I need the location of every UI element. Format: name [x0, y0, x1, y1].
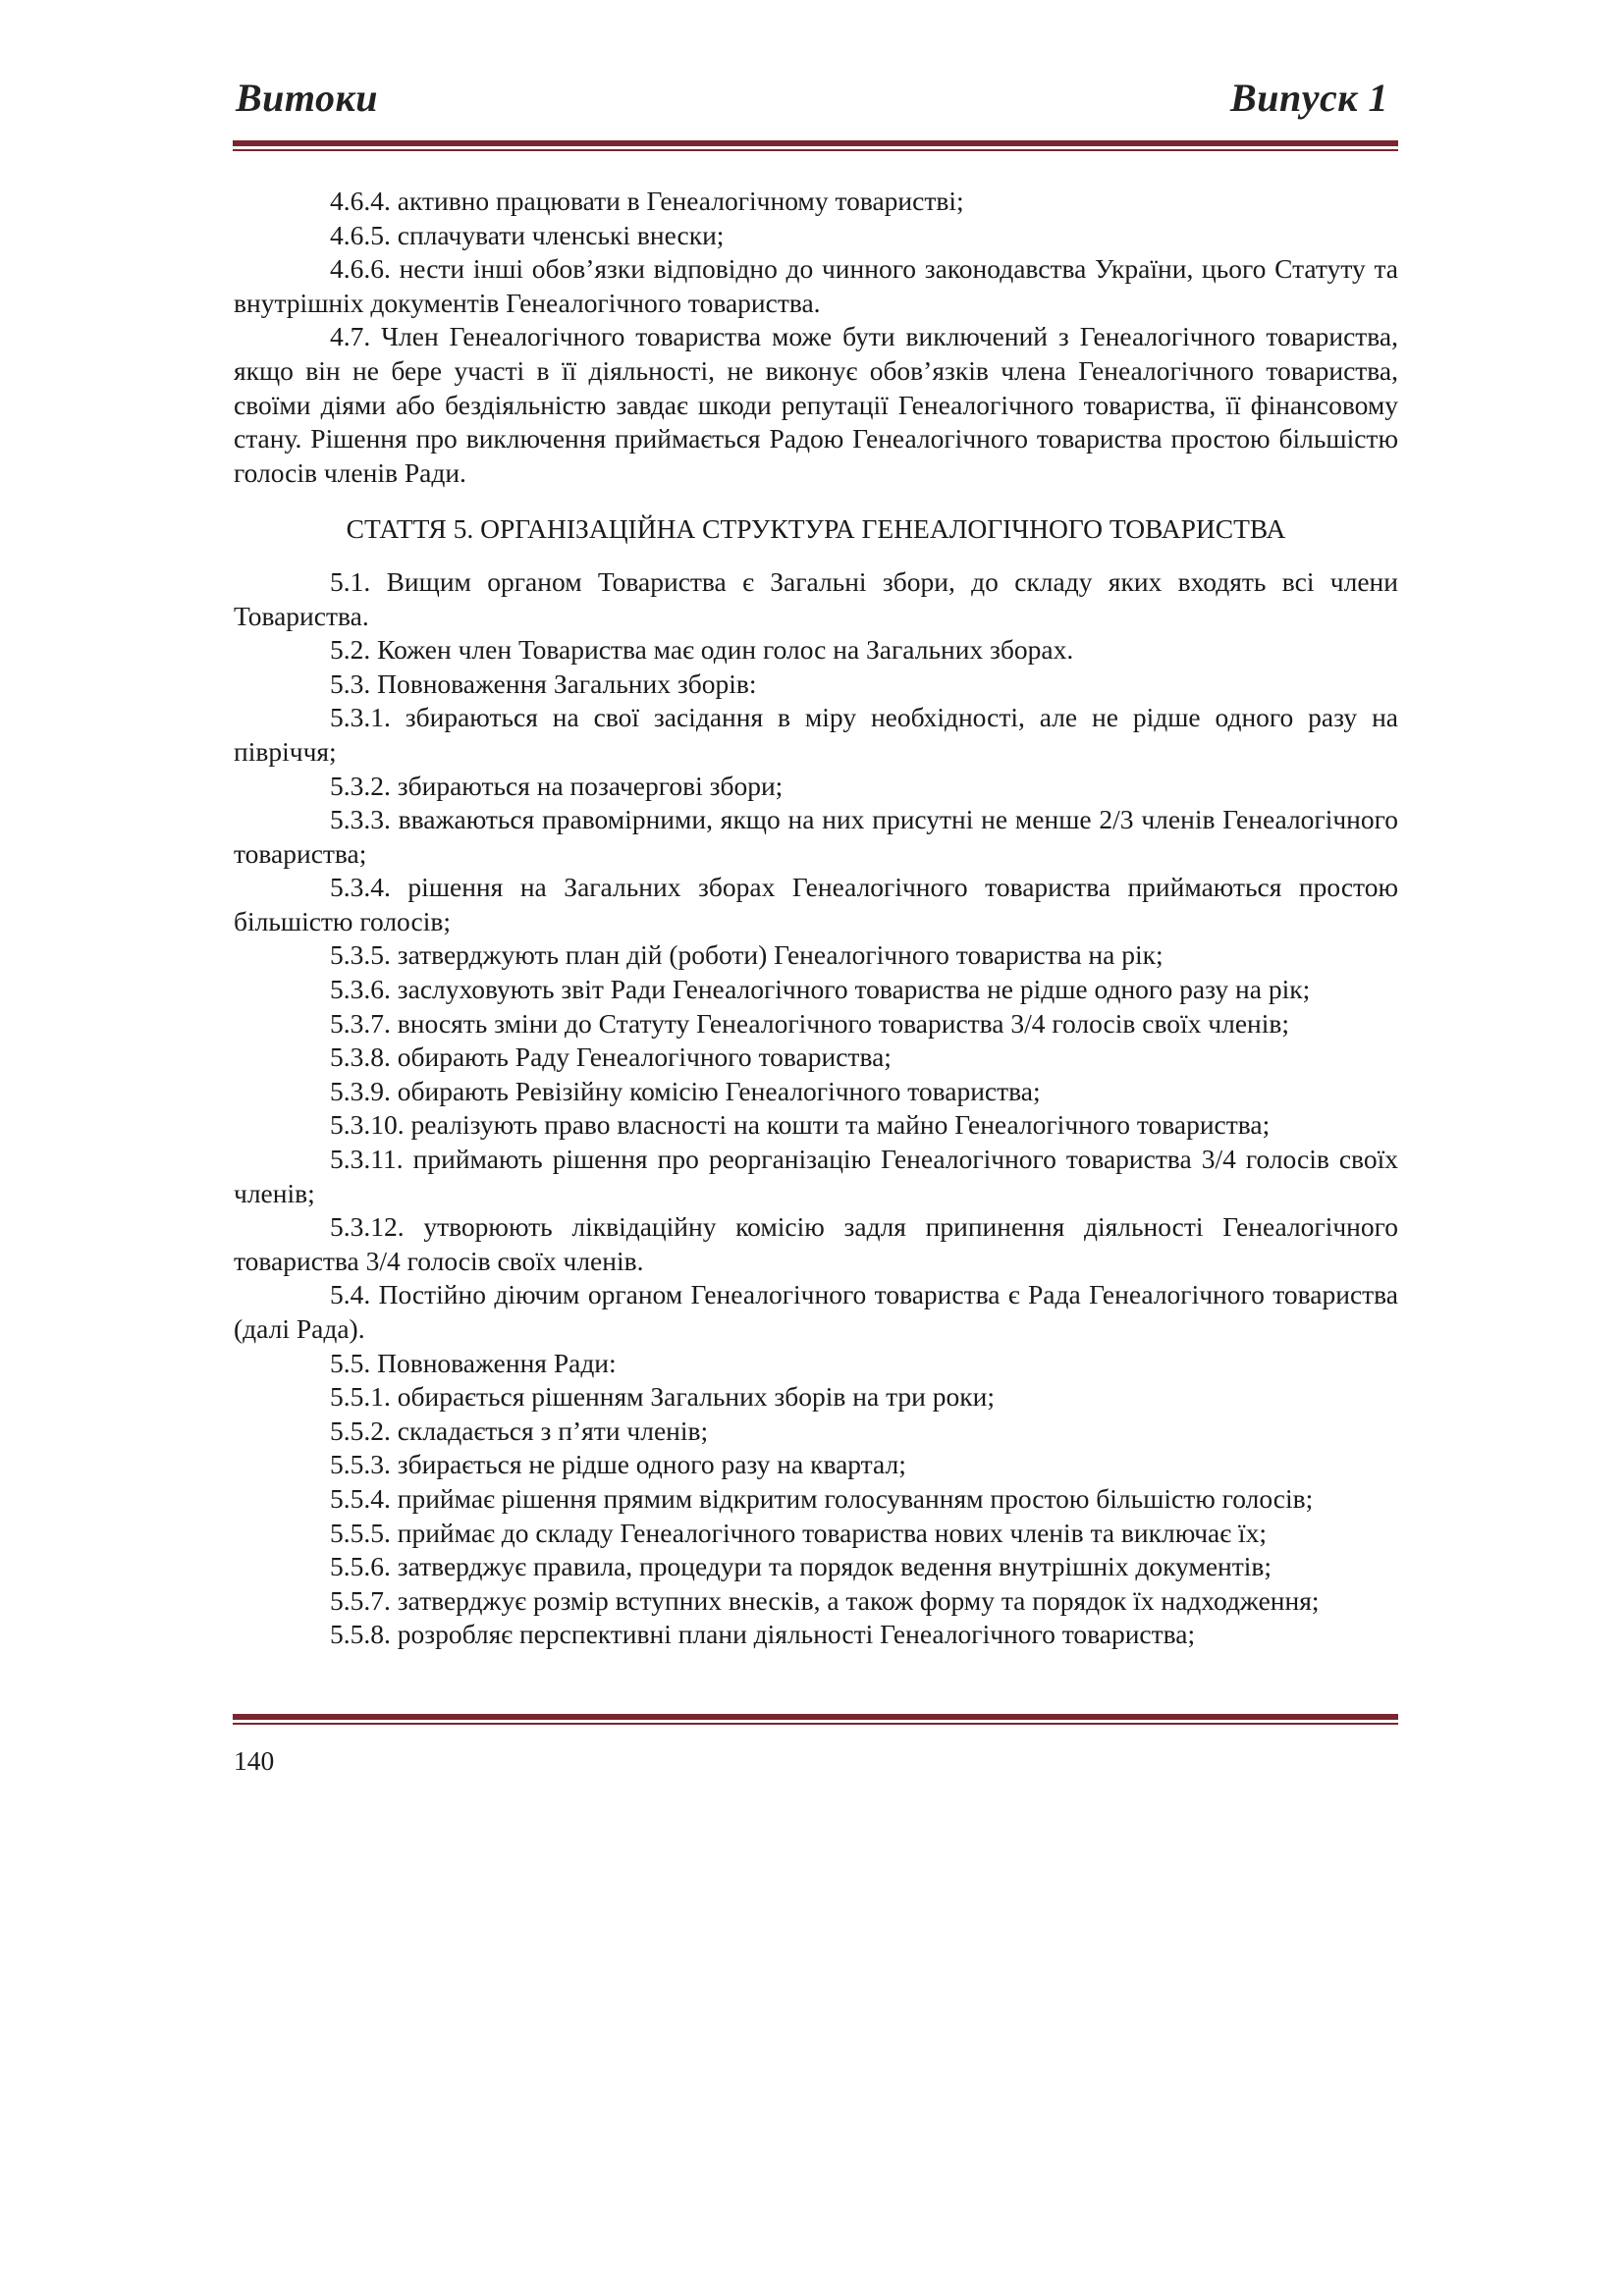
- paragraph: 4.6.6. нести інші обов’язки відповідно до чинного законодавства України, цього Статуту та внутрішніх документів Генеалогічного товариства.: [234, 253, 1398, 318]
- journal-title: Витоки: [236, 76, 379, 120]
- paragraph: 5.3.8. обирають Раду Генеалогічного товариства;: [330, 1041, 892, 1073]
- paragraph: 5.5.4. приймає рішення прямим відкритим голосуванням простою більшістю голосів;: [330, 1482, 1314, 1514]
- issue-label: Випуск 1: [1230, 76, 1388, 120]
- paragraph: 5.3.12. утворюють ліквідаційну комісію задля припинення діяльності Генеалогічного товариства 3/4 голосів своїх членів.: [234, 1211, 1398, 1276]
- section-heading: СТАТТЯ 5. ОРГАНІЗАЦІЙНА СТРУКТУРА ГЕНЕАЛОГІЧНОГО ТОВАРИСТВА: [346, 513, 1286, 545]
- paragraph: 5.3.11. приймають рішення про реорганізацію Генеалогічного товариства 3/4 голосів своїх членів;: [234, 1144, 1398, 1208]
- paragraph: 5.1. Вищим органом Товариства є Загальні збори, до складу яких входять всі члени Товариства.: [234, 565, 1398, 631]
- paragraph: 5.3.4. рішення на Загальних зборах Генеалогічного товариства приймаються простою більшістю голосів;: [234, 872, 1398, 936]
- paragraph: 4.7. Член Генеалогічного товариства може бути виключений з Генеалогічного товариства, якщо він не бере участі в її діяльності, не виконує обов’язків члена Генеалогічного товариства, своїми діями або бездіяльністю завдає шкоди репутації Генеалогічного товариства, її фінансовому стану. Рішення про виключення приймається Радою Генеалогічного товариства простою більшістю голосів членів Ради.: [234, 321, 1398, 488]
- paragraph: 5.3.2. збираються на позачергові збори;: [330, 770, 784, 801]
- footer-rule: [233, 1714, 1398, 1725]
- paragraph: 5.5.6. затверджує правила, процедури та порядок ведення внутрішніх документів;: [330, 1551, 1272, 1582]
- page-body: [234, 185, 1398, 1652]
- paragraph: 5.4. Постійно діючим органом Генеалогічного товариства є Рада Генеалогічного товариства (далі Рада).: [234, 1279, 1398, 1344]
- paragraph: 5.5. Повноваження Ради:: [330, 1347, 617, 1378]
- paragraph: 5.3.6. заслуховують звіт Ради Генеалогічного товариства не рідше одного разу на рік;: [330, 974, 1311, 1005]
- header-rule: [233, 140, 1398, 151]
- paragraph: 5.3.5. затверджують план дій (роботи) Генеалогічного товариства на рік;: [330, 939, 1164, 971]
- paragraph: 5.5.2. складається з п’яти членів;: [330, 1415, 709, 1446]
- paragraph: 5.3.3. вважаються правомірними, якщо на них присутні не менше 2/3 членів Генеалогічного товариства;: [234, 804, 1398, 869]
- paragraph: 4.6.5. сплачувати членські внески;: [330, 219, 725, 250]
- paragraph: 5.5.7. затверджує розмір вступних внесків, а також форму та порядок їх надходження;: [330, 1584, 1320, 1616]
- paragraph: 5.5.5. приймає до складу Генеалогічного товариства нових членів та виключає їх;: [330, 1517, 1267, 1548]
- page-number: 140: [234, 1745, 275, 1776]
- paragraph: 5.3.1. збираються на свої засідання в міру необхідності, але не рідше одного разу на півріччя;: [234, 702, 1398, 767]
- paragraph: 5.3.9. обирають Ревізійну комісію Генеалогічного товариства;: [330, 1075, 1041, 1106]
- paragraph: 5.5.3. збирається не рідше одного разу на квартал;: [330, 1449, 906, 1480]
- paragraph: 5.3.10. реалізують право власності на кошти та майно Генеалогічного товариства;: [330, 1109, 1271, 1141]
- paragraph: 5.5.8. розробляє перспективні плани діяльності Генеалогічного товариства;: [330, 1619, 1196, 1650]
- paragraph: 5.5.1. обирається рішенням Загальних зборів на три роки;: [330, 1381, 995, 1413]
- paragraph: 5.3.7. вносять зміни до Статуту Генеалогічного товариства 3/4 голосів своїх членів;: [330, 1007, 1290, 1039]
- paragraph: 5.3. Повноваження Загальних зборів:: [330, 667, 757, 699]
- paragraph: 4.6.4. активно працювати в Генеалогічному товаристві;: [330, 186, 964, 216]
- paragraph: 5.2. Кожен член Товариства має один голос на Загальних зборах.: [330, 634, 1074, 666]
